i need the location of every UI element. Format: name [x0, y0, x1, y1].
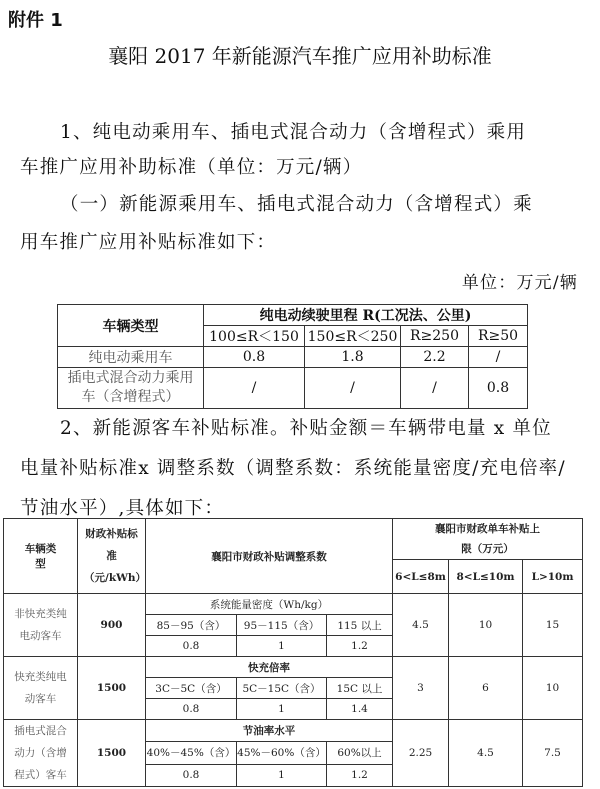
- range: 5C－15C（含）: [237, 678, 327, 699]
- coef: 1.2: [327, 636, 393, 657]
- cell: 2.2: [401, 347, 469, 368]
- para1-line2: 车推广应用补助标准（单位：万元/辆）: [20, 157, 363, 178]
- coef: 1: [237, 699, 327, 720]
- cap: 6: [449, 657, 523, 720]
- header-cap: 襄阳市财政单车补贴上限（万元）: [393, 519, 583, 560]
- para2-line3: 节油水平）,具体如下：: [20, 498, 225, 519]
- range: 95－115（含）: [237, 615, 327, 636]
- header-range: 纯电动续驶里程 R(工况法、公里): [204, 305, 528, 326]
- cell: /: [401, 368, 469, 409]
- range: 15C 以上: [327, 678, 393, 699]
- unit-label: 单位：万元/辆: [461, 273, 578, 293]
- table-row: [58, 368, 528, 409]
- cap: 7.5: [523, 720, 583, 787]
- cap: 4.5: [393, 594, 449, 657]
- cell: /: [305, 368, 401, 409]
- cell: /: [204, 368, 305, 409]
- row-std: 1500: [78, 657, 146, 720]
- row-type: 插电式混合动力乘用车（含增程式）: [58, 368, 204, 409]
- passenger-car-subsidy-table: [57, 304, 528, 409]
- cap: 3: [393, 657, 449, 720]
- header-type: 车辆类型: [4, 519, 78, 594]
- range: 60%以上: [327, 742, 393, 764]
- cell: /: [469, 347, 528, 368]
- para1a-line2: 用车推广应用补贴标准如下：: [20, 232, 277, 253]
- cap: 2.25: [393, 720, 449, 787]
- coef-title: 节油率水平: [146, 720, 393, 742]
- coef: 1.4: [327, 699, 393, 720]
- coef: 0.8: [146, 764, 237, 786]
- coef-title: 系统能量密度（Wh/kg）: [146, 594, 393, 615]
- para2-line2: 电量补贴标准x 调整系数（调整系数：系统能量密度/充电倍率/: [20, 458, 566, 479]
- header-coef: 襄阳市财政补贴调整系数: [146, 519, 393, 594]
- range-col: R≥250: [401, 326, 469, 347]
- range: 40%－45%（含）: [146, 742, 237, 764]
- row-type: 非快充类纯电动客车: [4, 594, 78, 657]
- cap-col: 6<L≤8m: [393, 560, 449, 594]
- range: 45%－60%（含）: [237, 742, 327, 764]
- cap: 10: [449, 594, 523, 657]
- cap-col: L>10m: [523, 560, 583, 594]
- table-row: [4, 594, 583, 615]
- table-row: [58, 347, 528, 368]
- para2-line1: 2、新能源客车补贴标准。补贴金额＝车辆带电量 x 单位: [60, 418, 552, 439]
- coef-title: 快充倍率: [146, 657, 393, 678]
- cap-col: 8<L≤10m: [449, 560, 523, 594]
- range-col: 150≤R＜250: [305, 326, 401, 347]
- cap: 10: [523, 657, 583, 720]
- header-std: 财政补贴标准（元/kWh）: [78, 519, 146, 594]
- range-col: R≥50: [469, 326, 528, 347]
- cell: 0.8: [204, 347, 305, 368]
- row-type: 纯电动乘用车: [58, 347, 204, 368]
- cap: 15: [523, 594, 583, 657]
- row-type: 快充类纯电动客车: [4, 657, 78, 720]
- coef: 0.8: [146, 699, 237, 720]
- attachment-label: 附件 1: [8, 10, 63, 31]
- cap: 4.5: [449, 720, 523, 787]
- table-row: [4, 720, 583, 742]
- coef: 1.2: [327, 764, 393, 786]
- cell: 1.8: [305, 347, 401, 368]
- coef: 1: [237, 636, 327, 657]
- range-col: 100≤R＜150: [204, 326, 305, 347]
- coef: 1: [237, 764, 327, 786]
- table-row: [4, 657, 583, 678]
- row-std: 900: [78, 594, 146, 657]
- para1-line1: 1、纯电动乘用车、插电式混合动力（含增程式）乘用: [60, 122, 527, 143]
- range: 115 以上: [327, 615, 393, 636]
- coef: 0.8: [146, 636, 237, 657]
- row-std: 1500: [78, 720, 146, 787]
- para1a-line1: （一）新能源乘用车、插电式混合动力（含增程式）乘: [60, 194, 533, 215]
- document-title: 襄阳 2017 年新能源汽车推广应用补助标准: [108, 44, 492, 68]
- bus-subsidy-table: [3, 518, 583, 787]
- range: 3C－5C（含）: [146, 678, 237, 699]
- row-type: 插电式混合动力（含增程式）客车: [4, 720, 78, 787]
- header-vehicle-type: 车辆类型: [58, 305, 204, 347]
- range: 85－95（含）: [146, 615, 237, 636]
- cell: 0.8: [469, 368, 528, 409]
